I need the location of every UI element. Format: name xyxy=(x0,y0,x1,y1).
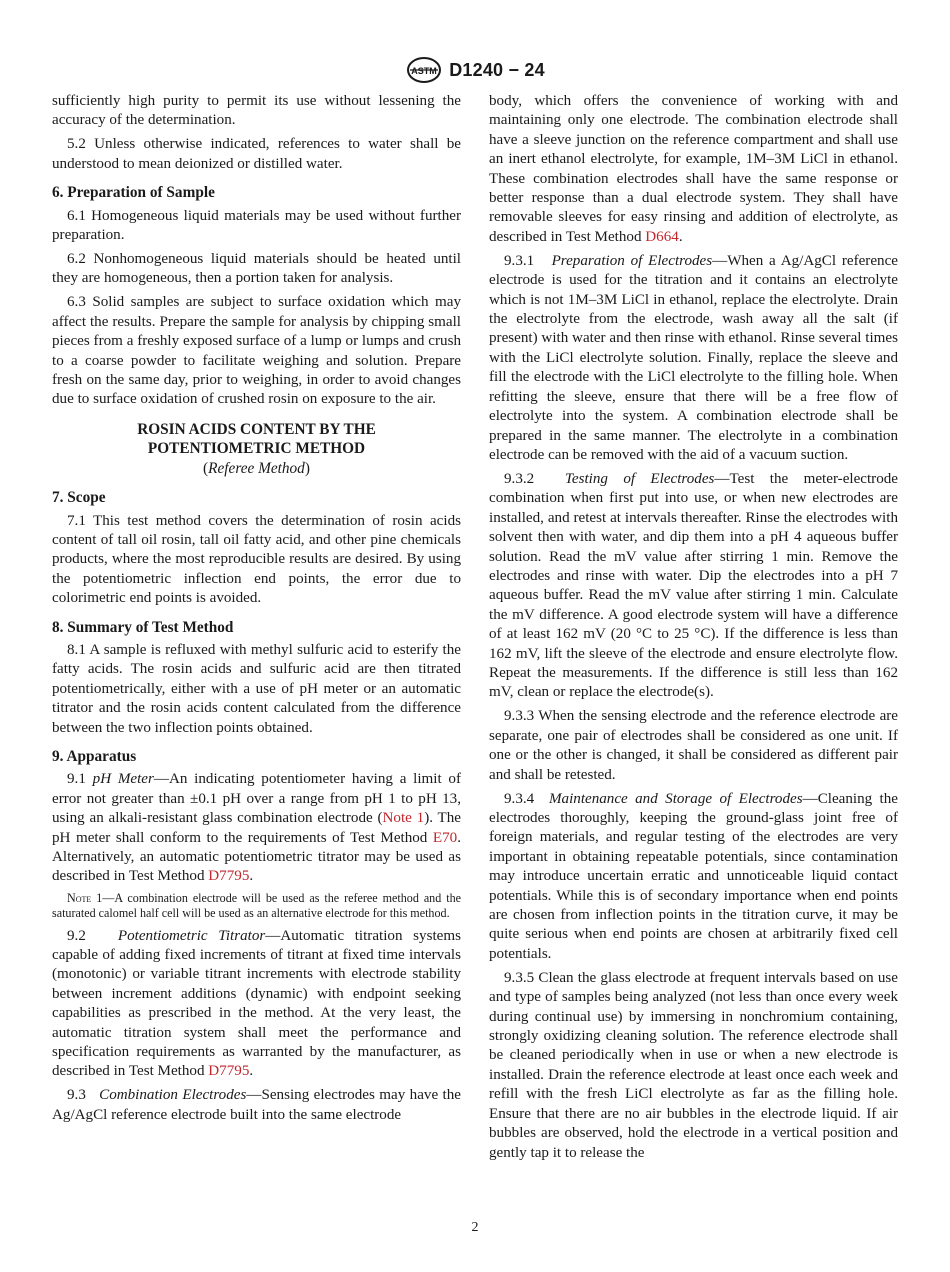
note-1-link[interactable]: Note 1 xyxy=(382,810,425,827)
note-1 xyxy=(52,891,461,920)
d7795-link[interactable]: D7795 xyxy=(208,868,250,885)
clause-term: Preparation of Electrodes xyxy=(551,252,713,269)
clause-number: 9.1 xyxy=(67,771,86,788)
paragraph-6-3: 6.3 Solid samples are subject to surface oxidation which may affect the results. Prepare the sample for analysis by chipping small pieces from a freshly exposed surface of a lump or lumps and crush to a coarse powder to facilitate weighing and solution. Prepare fresh on the same day, prior to weighing, in order to avoid changes due to surface oxidation of crushed rosin on exposure to the air. xyxy=(52,294,461,408)
svg-text:ASTM: ASTM xyxy=(411,66,437,76)
document-id: D1240 − 24 xyxy=(449,59,545,80)
paragraph-9-3-cont xyxy=(489,92,898,247)
clause-number: 9.2 xyxy=(67,927,86,944)
page-header xyxy=(0,56,950,84)
method-heading-line-2: POTENTIOMETRIC METHOD xyxy=(147,440,366,458)
clause-term: Potentiometric Titrator xyxy=(117,927,266,944)
referee-method-label: Referee Method xyxy=(208,459,305,477)
paragraph-9-3-2 xyxy=(489,470,898,703)
clause-text: . Alternatively, an automatic potentiometric titrator may be used as described in Test Method xyxy=(52,829,461,885)
page-number: 2 xyxy=(471,1220,479,1235)
clause-text: —When a Ag/AgCl reference electrode is used for the titration and it contains an electrolyte which is not 1M–3M LiCl in ethanol, replace the electrolyte. Drain the electrolyte from the electrode, wash away all the salt (if present) with water and then rinse with ethanol. Rinse several times with the LiCl electrolyte solution. Finally, replace the sleeve and fill the electrode with the LiCl electrolyte to the filling hole. When refitting the sleeve, ensure that there will be a free flow of electrolyte into the system. A combination electrode shall be prepared in the same manner. The electrolyte in a combination electrode can be removed with the aid of a vacuum suction. xyxy=(489,252,898,463)
clause-text: —Cleaning the electrodes thoroughly, keeping the ground-glass joint free of foreign materials, and regular testing of the electrodes are very important in obtaining repeatable potentials, since contamination may introduce uncertain erratic and unnoticeable liquid contact potentials. While this is of secondary importance when end points are chosen from inflection points in the titration curve, it may be quite serious when end points are chosen at arbitrarily fixed cell potentials. xyxy=(489,790,898,962)
paragraph-6-1: 6.1 Homogeneous liquid materials may be used without further preparation. xyxy=(52,207,461,244)
clause-term: Maintenance and Storage of Electrodes xyxy=(548,790,803,807)
clause-text: . xyxy=(249,868,254,885)
note-text: —A combination electrode will be used as the referee method and the saturated calomel half cell will be used as an alternative electrode for this method. xyxy=(52,891,462,920)
astm-logo-icon xyxy=(405,56,443,84)
clause-number: 9.3.4 xyxy=(504,790,535,807)
clause-number: 9.3 xyxy=(67,1087,86,1104)
method-heading-subtitle: (Referee Method) xyxy=(203,459,310,477)
paragraph-9-3-1 xyxy=(489,252,898,465)
clause-term: pH Meter xyxy=(92,771,154,788)
clause-text: —Sensing electrodes may have the Ag/AgCl reference electrode built into the same electrode xyxy=(52,1087,462,1123)
clause-text: body, which offers the convenience of working with and maintaining only one electrode. The combination electrode shall have a sleeve junction on the reference compartment and shall use an inert ethanol electrolyte, for example, 1M–3M LiCl in ethanol. These combination electrodes shall have the same response or better response than a dual electrode system. They shall have removable sleeves for easy rinsing and addition of electrolyte, as described in Test Method xyxy=(489,93,898,245)
section-heading-7: 7. Scope xyxy=(52,489,106,507)
d7795-link[interactable]: D7795 xyxy=(208,1063,250,1080)
section-heading-6: 6. Preparation of Sample xyxy=(52,184,215,202)
e70-link[interactable]: E70 xyxy=(432,829,458,846)
paragraph-9-1 xyxy=(52,770,461,886)
clause-term: Combination Electrodes xyxy=(99,1087,247,1104)
section-heading-8: 8. Summary of Test Method xyxy=(52,618,234,636)
left-column xyxy=(52,92,461,1130)
method-heading xyxy=(52,420,461,478)
clause-text: —Automatic titration systems capable of adding fixed increments of titrant at fixed time intervals (monotonic) or variable titrant increments with electrode stability between increment additions (dynamic) with endpoint seeking capabilities as prescribed in the method. At the very least, the automatic titration system shall meet the performance and specification requirements as warranted by the manufacturer, as described in Test Method xyxy=(52,927,461,1080)
clause-text: . xyxy=(678,228,683,245)
paragraph-5-2: 5.2 Unless otherwise indicated, references to water shall be understood to mean deionized or distilled water. xyxy=(52,136,461,172)
clause-text: —Test the meter-electrode combination when first put into use, or when new electrodes are installed, and retest at intervals thereafter. Rinse the electrodes with solvent then with water, and dip them into a pH 4 aqueous buffer solution. Read the mV value after stirring 1 min. Remove the electrodes and rinse with water. Dip the electrodes into a pH 7 aqueous buffer. Read the mV value after stirring 1 min. Calculate the mV difference. A good electrode system will have a difference of at least 162 mV (20 °C to 25 °C). If the difference is less than 162 mV, lift the sleeve of the electrode and ensure electrolyte flow. Repeat the measurements. If the difference is still less than 162 mV, clean or replace the electrode(s). xyxy=(489,470,898,701)
clause-text: —An indicating potentiometer having a limit of error not greater than ±0.1 pH over a range from pH 1 to pH 13, using an alkali-resistant glass combination electrode ( xyxy=(52,771,461,827)
paragraph-9-3 xyxy=(52,1086,461,1125)
clause-number: 9.3.2 xyxy=(504,470,535,487)
paragraph: sufficiently high purity to permit its use without lessening the accuracy of the determination. xyxy=(52,93,461,129)
note-label: Note 1 xyxy=(67,891,103,906)
clause-text: . xyxy=(249,1063,254,1080)
paragraph-9-2 xyxy=(52,927,461,1082)
clause-term: Testing of Electrodes xyxy=(564,470,715,487)
d664-link[interactable]: D664 xyxy=(645,228,679,245)
section-heading-9: 9. Apparatus xyxy=(52,747,137,765)
method-heading-line-1: ROSIN ACIDS CONTENT BY THE xyxy=(137,420,376,438)
clause-number: 9.3.1 xyxy=(504,252,535,269)
paragraph-8-1: 8.1 A sample is refluxed with methyl sulfuric acid to esterify the fatty acids. The rosin acids and sulfuric acid are then titrated potentiometrically, either with a use of pH meter or an automatic titrator and the rosin acids content calculated from the difference between the two inflection points obtained. xyxy=(52,641,461,736)
paragraph-9-3-4 xyxy=(489,790,898,965)
clause-text: ). The pH meter shall conform to the requirements of Test Method xyxy=(52,810,461,846)
paragraph-9-3-5: 9.3.5 Clean the glass electrode at frequent intervals based on use and type of samples being analyzed (not less than once every week during continual use) by immersing in nonchromium containing, strongly oxidizing cleaning solution. The reference electrode shall be cleaned periodically when in use or when a new electrode is installed. Drain the reference electrode at least once each week and refill with the fresh LiCl electrolyte as far as the filling hole. Ensure that there are no air bubbles in the electrode liquid. If air bubbles are observed, hold the electrode in a vertical position and gently tap it to release the xyxy=(489,969,898,1161)
paragraph-7-1: 7.1 This test method covers the determination of rosin acids content of tall oil rosin, tall oil fatty acid, and other pine chemicals products, where the most reproducible results are desired. By using the potentiometric inflection end points, the error due to colorimetric end points is avoided. xyxy=(52,512,461,607)
paragraph-9-3-3: 9.3.3 When the sensing electrode and the reference electrode are separate, one pair of electrodes shall be considered as one unit. If one or the other is changed, it shall be considered as different pair and shall be retested. xyxy=(489,708,898,783)
right-column xyxy=(489,92,898,1168)
paragraph-6-2: 6.2 Nonhomogeneous liquid materials should be heated until they are homogeneous, then a portion taken for analysis. xyxy=(52,251,461,287)
